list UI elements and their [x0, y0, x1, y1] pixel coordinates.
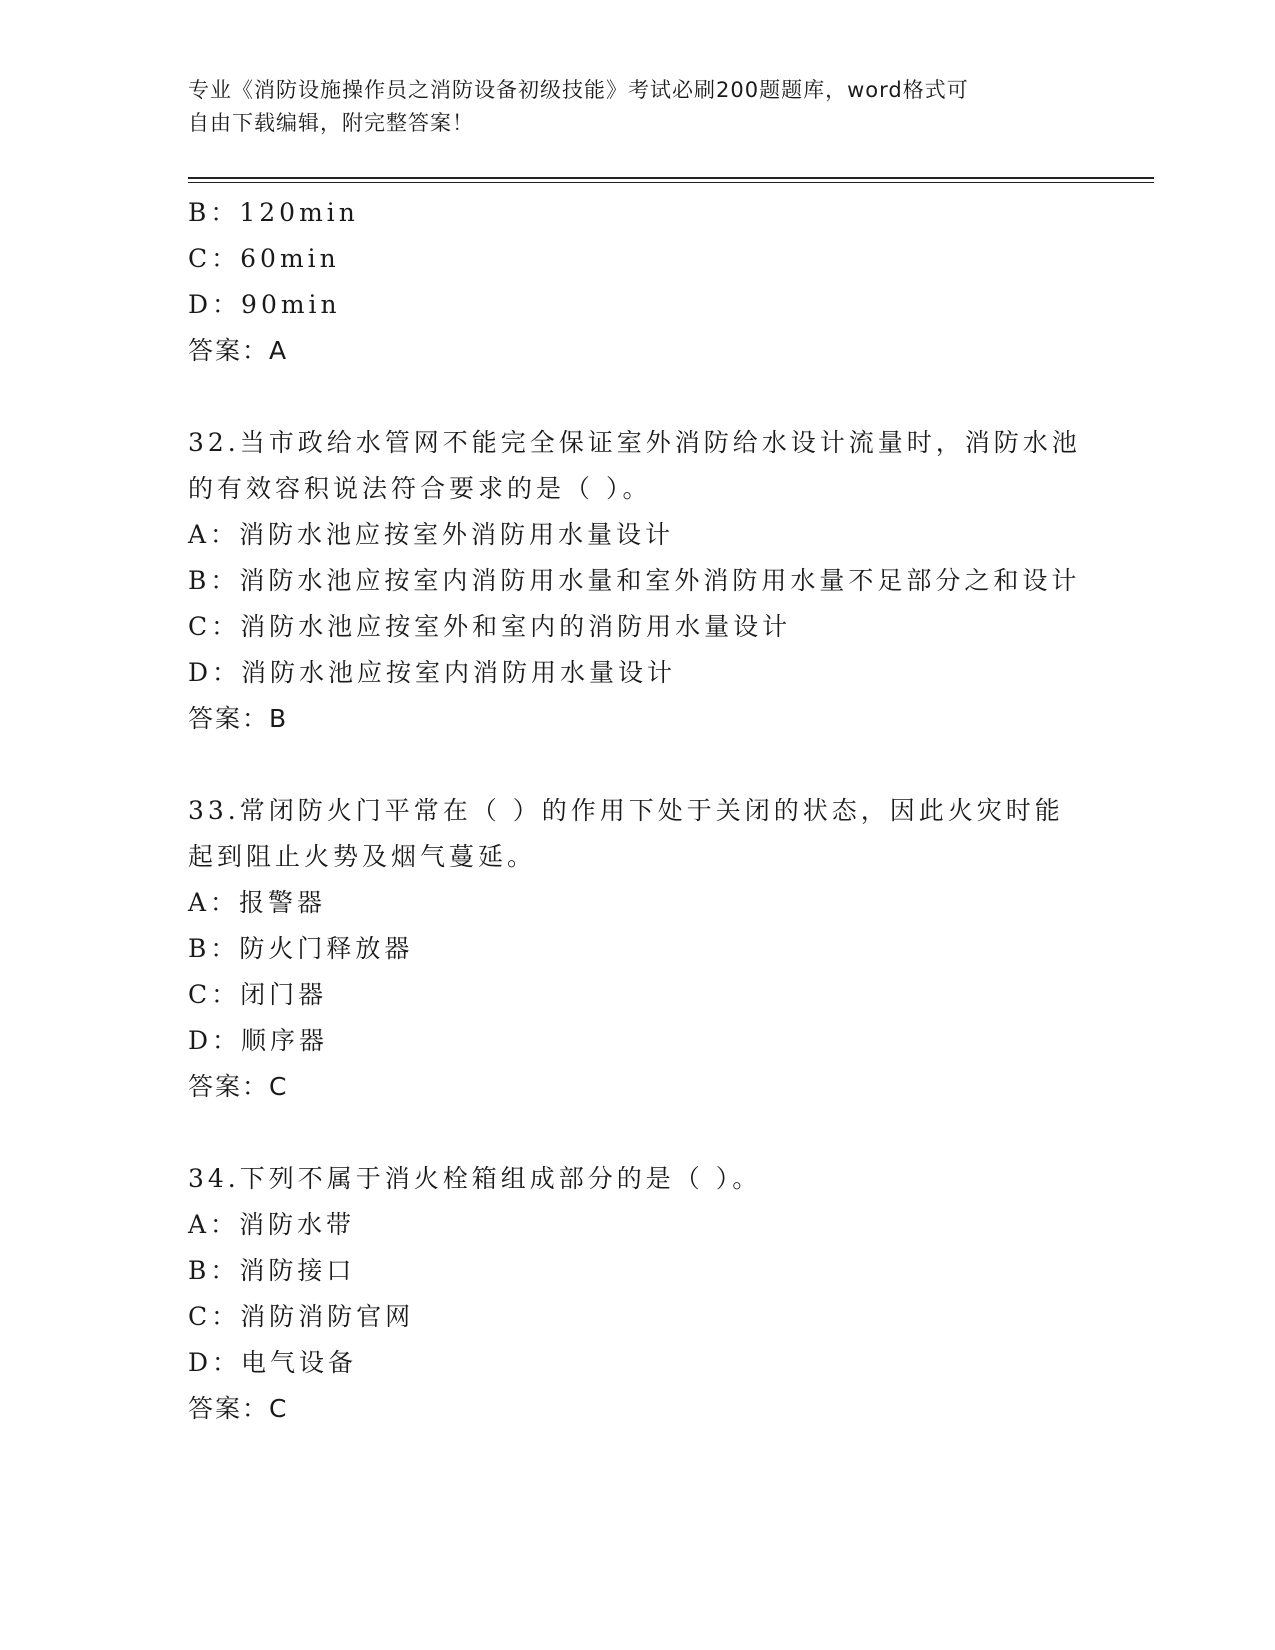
question-stem: 34.下列不属于消火栓箱组成部分的是（ ）。 — [188, 1164, 762, 1193]
option-d: D：顺序器 — [188, 1026, 329, 1055]
question-stem: 起到阻止火势及烟气蔓延。 — [188, 842, 537, 871]
question-33 — [188, 788, 1088, 1110]
option-d: D：电气设备 — [188, 1348, 358, 1377]
spacer — [188, 742, 1088, 788]
header-rule-thin — [188, 182, 1154, 183]
answer: 答案：A — [188, 336, 289, 365]
question-34 — [188, 1156, 1088, 1432]
spacer — [188, 374, 1088, 420]
option-d: D：消防水池应按室内消防用水量设计 — [188, 658, 677, 687]
option-c: C：闭门器 — [188, 980, 328, 1009]
option-a: A：报警器 — [188, 888, 327, 917]
answer: 答案：B — [188, 704, 289, 733]
option-b: B：120min — [188, 198, 359, 227]
option-b: B：防火门释放器 — [188, 934, 414, 963]
option-c: C：消防水池应按室外和室内的消防用水量设计 — [188, 612, 792, 641]
header-line-2: 自由下载编辑，附完整答案！ — [188, 111, 474, 135]
option-c: C：消防消防官网 — [188, 1302, 415, 1331]
document-header — [188, 74, 1068, 140]
question-stem: 33.常闭防火门平常在（ ）的作用下处于关闭的状态，因此火灾时能 — [188, 796, 1064, 825]
question-stem: 32.当市政给水管网不能完全保证室外消防给水设计流量时，消防水池 — [188, 428, 1081, 457]
question-content — [188, 190, 1088, 1432]
option-d: D：90min — [188, 290, 341, 319]
header-rule-thick — [188, 177, 1154, 179]
question-stem: 的有效容积说法符合要求的是（ ）。 — [188, 474, 652, 503]
option-a: A：消防水带 — [188, 1210, 356, 1239]
answer: 答案：C — [188, 1072, 289, 1101]
option-b: B：消防水池应按室内消防用水量和室外消防用水量不足部分之和设计 — [188, 566, 1081, 595]
header-line-1: 专业《消防设施操作员之消防设备初级技能》考试必刷200题题库，word格式可 — [188, 78, 969, 102]
option-c: C：60min — [188, 244, 340, 273]
question-32 — [188, 420, 1088, 742]
option-b: B：消防接口 — [188, 1256, 356, 1285]
option-a: A：消防水池应按室外消防用水量设计 — [188, 520, 675, 549]
answer: 答案：C — [188, 1394, 289, 1423]
question-31 — [188, 190, 1088, 374]
spacer — [188, 1110, 1088, 1156]
